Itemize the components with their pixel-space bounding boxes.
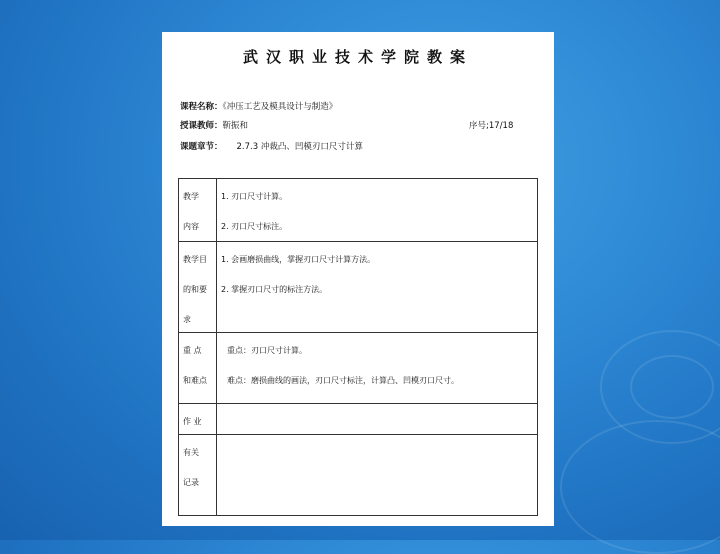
- row-content-cell: [217, 179, 538, 242]
- row-label-cell: [179, 179, 217, 242]
- water-ripple-decoration: [630, 355, 714, 419]
- table-row: [179, 333, 538, 404]
- table-row: [179, 404, 538, 435]
- row-content-cell: [217, 242, 538, 333]
- row-label-cell: [179, 242, 217, 333]
- content-item: 2. 刃口尺寸标注。: [221, 222, 288, 231]
- serial-label: 序号;: [469, 121, 489, 131]
- content-item: 1. 会画磨损曲线，掌握刃口尺寸计算方法。: [221, 255, 376, 264]
- table-row: [179, 435, 538, 516]
- row-label: 和难点: [183, 376, 207, 385]
- row-label: 有关: [183, 448, 199, 457]
- teacher-value: 靳振和: [222, 121, 249, 131]
- table-row: [179, 179, 538, 242]
- serial-number: [469, 119, 513, 131]
- row-label: 求: [183, 315, 191, 324]
- teacher-line: [180, 119, 248, 131]
- course-name-line: [180, 100, 337, 112]
- content-item: 1. 刃口尺寸计算。: [221, 192, 288, 201]
- chapter-line: [180, 140, 363, 152]
- row-label-cell: [179, 404, 217, 435]
- course-name-value: 《冲压工艺及模具设计与制造》: [222, 102, 338, 112]
- row-label-cell: [179, 333, 217, 404]
- course-name-label: 课程名称：: [180, 102, 223, 112]
- row-label: 的和要: [183, 285, 207, 294]
- lesson-plan-page: [162, 32, 554, 526]
- row-label: 重 点: [183, 346, 202, 355]
- document-title: 武汉职业技术学院教案: [242, 48, 473, 66]
- row-label: 作 业: [183, 417, 202, 426]
- table-row: [179, 242, 538, 333]
- content-item: 重点：刃口尺寸计算。: [227, 346, 307, 355]
- row-label: 教学目: [183, 255, 207, 264]
- row-content-cell: [217, 404, 538, 435]
- row-content-cell: [217, 435, 538, 516]
- water-ripple-decoration: [560, 420, 720, 554]
- serial-value: 17/18: [488, 121, 514, 131]
- row-label: 内容: [183, 222, 199, 231]
- content-item: 2. 掌握刃口尺寸的标注方法。: [221, 285, 328, 294]
- lesson-table: [178, 178, 538, 516]
- chapter-label: 课题章节：: [180, 142, 223, 152]
- row-content-cell: [217, 333, 538, 404]
- chapter-value: 2.7.3 冲裁凸、凹模刃口尺寸计算: [236, 142, 363, 152]
- teacher-label: 授课教师：: [180, 121, 223, 131]
- content-item: 难点：磨损曲线的画法，刃口尺寸标注，计算凸、凹模刃口尺寸。: [227, 376, 459, 385]
- row-label-cell: [179, 435, 217, 516]
- row-label: 记录: [183, 478, 199, 487]
- row-label: 教学: [183, 192, 199, 201]
